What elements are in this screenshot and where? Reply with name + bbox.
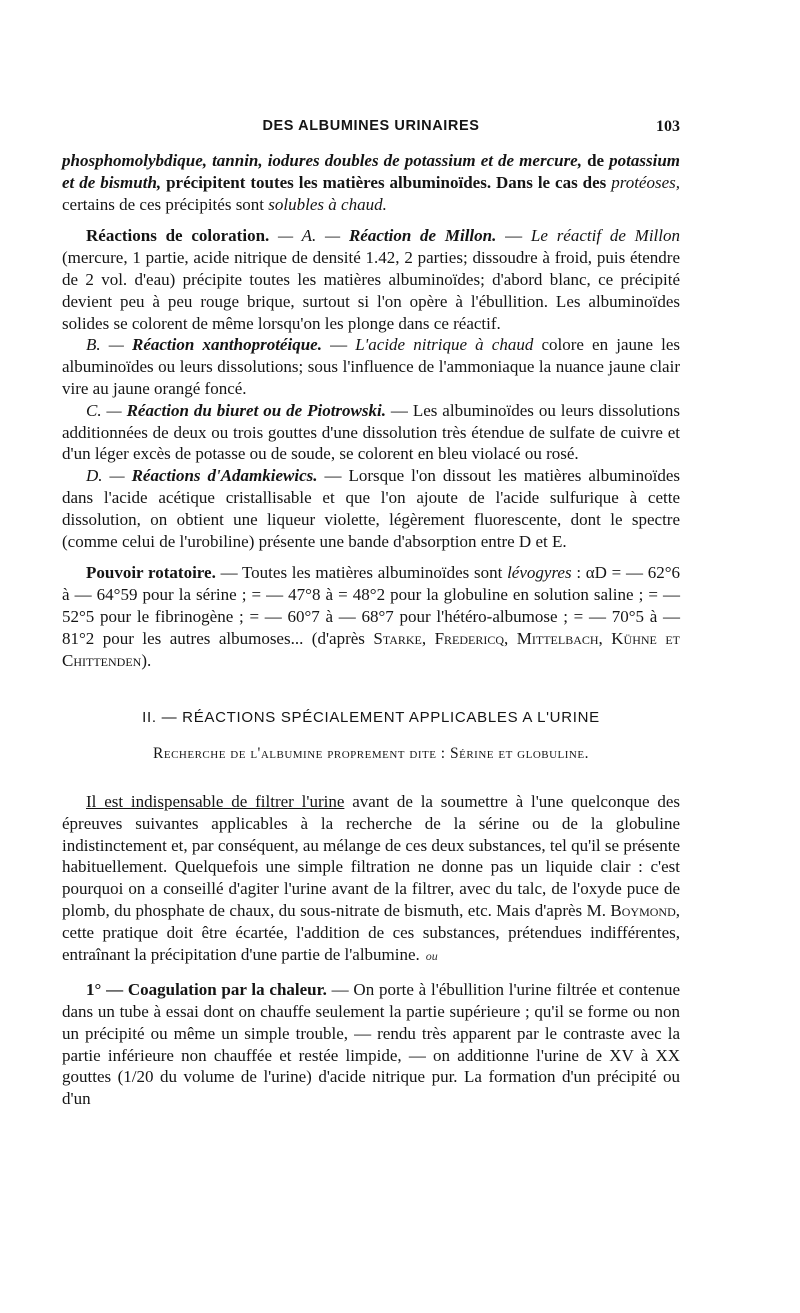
filtration-paragraph [62,791,680,967]
adamkiewics-letter: D. — [86,466,132,486]
xantho-reagent: L'acide nitrique à chaud [355,335,534,355]
intro-text-2: certains de ces précipités sont [62,194,269,214]
rotatoire-values: : αD = — 62°6 à — 64°59 pour la sérine ; = — 47°8 à = 48°2 pour la globuline en solution saline ; = — 52°5 pour le fibrinogène ; = — 60°7 à — 68°7 pour l'hétéro-albumose ; = — 70°5 à — 81°2 pour les autres albumoses... (d'après [62,563,680,648]
biuret-paragraph [62,400,680,465]
adamkiewics-text: — Lorsque l'on dissout les matières albuminoïdes dans l'acide acétique cristallisable et que l'on ajoute de l'acide sulfurique à cette dissolution, on obtient une liqueur violette, légèrement fluorescente, dont le spectre (comme celui de l'urobiline) présente une bande d'absorption entre D et E. [62,466,680,551]
rotatoire-paragraph [62,562,680,671]
millon-dash: — [496,226,531,246]
millon-paragraph [62,225,680,334]
xanthoproteic-paragraph [62,334,680,399]
coagulation-heading: 1° — Coagulation par la chaleur. [86,980,327,1000]
filtration-text-2: , cette pratique doit être écartée, l'addition de ces substances, prétendues indifférentes, entraînant la précipitation d'une partie de l'albumine. [62,900,680,964]
adamkiewics-paragraph [62,465,680,552]
coagulation-paragraph [62,979,680,1110]
coloration-heading: Réactions de coloration. [86,226,270,246]
xantho-title: Réaction xanthoprotéique. [132,335,322,355]
millon-reagent: Le réactif de Millon [530,226,680,246]
rotatoire-close: ). [141,650,152,670]
intro-reagents-text-2: potassium et de bismuth, [62,151,680,192]
page-header [62,118,680,140]
intro-connector: de [581,151,610,170]
rotatoire-authors: Starke, Fredericq, Mittelbach, Kühne et Chittenden [62,628,681,670]
biuret-text: — Les albuminoïdes ou leurs dissolutions additionnées de deux ou trois gouttes d'une dissolution très étendue de sulfate de cuivre et d'un léger excès de potasse ou de soude, se colorent en bleu violacé ou rosé. [62,400,680,464]
rotatoire-levogyres: lévogyres [507,563,572,583]
xantho-text: colore en jaune les albuminoïdes ou leurs dissolutions; sous l'influence de l'ammoniaque la nuance jaune clair vire au jaune orangé foncé. [62,335,681,398]
xantho-dash: — [321,335,356,355]
filtration-author: Boymond [610,900,676,920]
xantho-letter: B. — [86,335,132,355]
handwritten-note: ou [425,948,438,963]
page-number: 103 [656,118,680,135]
biuret-letter: C. — [86,400,127,420]
intro-text: précipitent toutes les matières albuminoïdes. Dans le cas des [161,172,612,192]
running-title: DES ALBUMINES URINAIRES [262,118,480,134]
filtration-underlined: Il est indispensable de filtrer l'urine [86,791,345,811]
adamkiewics-title: Réactions d'Adamkiewics. [131,466,318,486]
page-body [62,150,680,1110]
filtration-text: avant de la soumettre à l'une quelconque des épreuves suivantes applicables à la recherche de la sérine ou de la globuline indistinctement et, par conséquent, au mélange de ces deux substances, tel qu'il se présente habituellement. Quelquefois une simple filtration ne donne pas un liquide clair : c'est pourquoi on a conseillé d'agiter l'urine avant de la filtrer, avec du talc, de l'oxyde puce de plomb, du phosphate de chaux, du sous-nitrate de bismuth, etc. Mais d'après M. [62,791,681,920]
coagulation-text: — On porte à l'ébullition l'urine filtrée et contenue dans un tube à essai dont on chauffe seulement la partie supérieure ; qu'il se forme ou non un précipité ou même un simple trouble, — rendu très apparent par le contraste avec la partie inférieure non chauffée et restée limpide, — on additionne l'urine de XV à XX gouttes (1/20 du volume de l'urine) d'acide nitrique pur. La formation d'un précipité ou d'un [62,980,680,1109]
intro-reagents-text: phosphomolybdique, tannin, iodures doubles de potassium et de mercure, [62,151,582,170]
intro-proteoses: protéoses, [611,172,680,192]
rotatoire-heading: Pouvoir rotatoire. [86,563,216,583]
millon-title: Réaction de Millon. [348,226,497,246]
intro-paragraph [62,150,680,215]
millon-letter: — A. — [269,226,349,246]
biuret-title: Réaction du biuret ou de Piotrowski. [126,400,386,420]
rotatoire-text: — Toutes les matières albuminoïdes sont [215,563,508,583]
subsection-title: Recherche de l'albumine proprement dite : Sérine et globuline. [153,745,589,763]
intro-solubles: solubles à chaud. [268,194,387,214]
millon-text: (mercure, 1 partie, acide nitrique de densité 1.42, 2 parties; dissoudre à froid, puis étendre de 2 vol. d'eau) précipite toutes les matières albuminoïdes; d'abord blanc, ce précipité devient peu à peu rouge brique, surtout si l'on opère à l'ébullition. Les albuminoïdes solides se colorent de même lorsqu'on les plonge dans ce réactif. [62,248,680,333]
section-title: II. — RÉACTIONS SPÉCIALEMENT APPLICABLES A L'URINE [142,709,600,727]
